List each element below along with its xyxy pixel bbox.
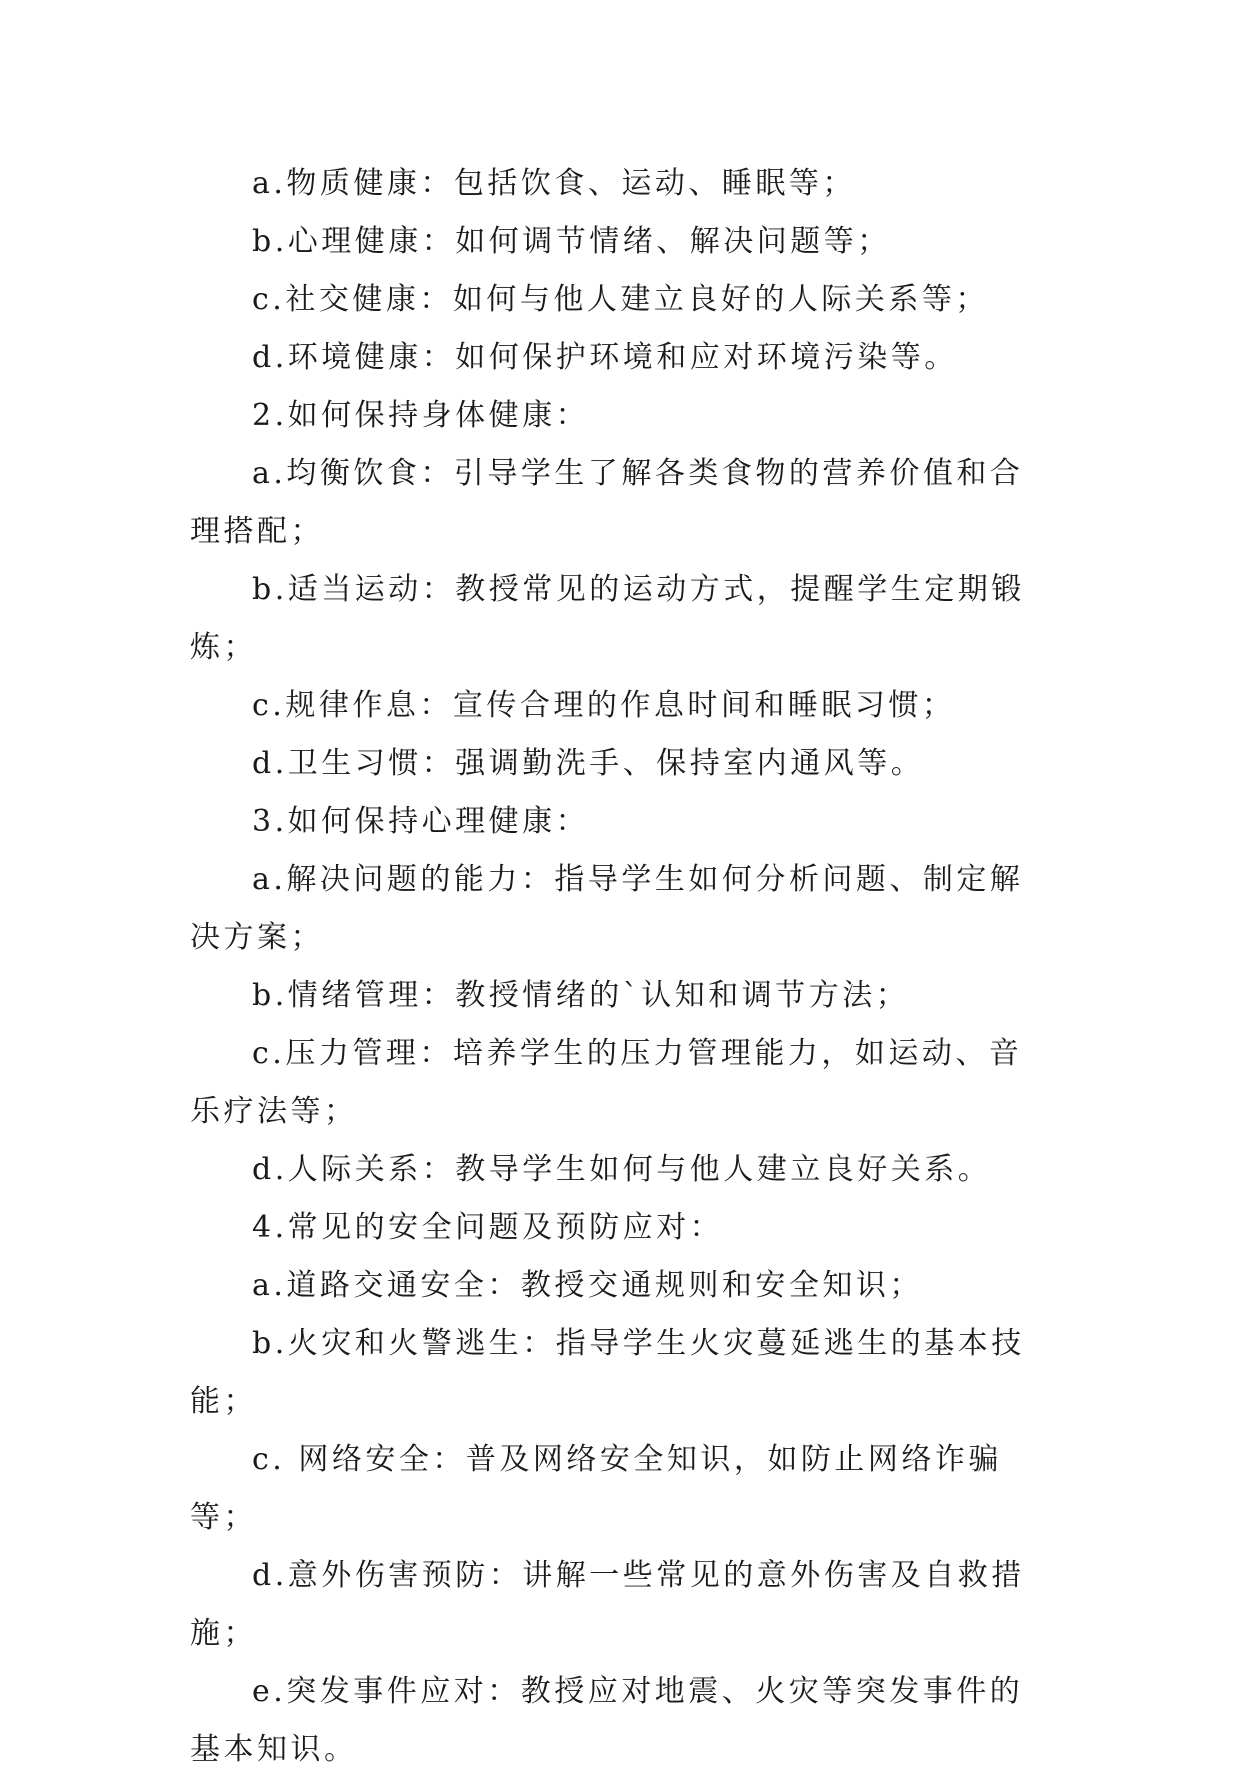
paragraph-exercise: b.适当运动：教授常见的运动方式，提醒学生定期锻炼；: [190, 572, 1025, 665]
paragraph-environmental-health: d.环境健康：如何保护环境和应对环境污染等。: [252, 340, 958, 375]
paragraph-social-health: c.社交健康：如何与他人建立良好的人际关系等；: [252, 282, 989, 317]
paragraph-hygiene: d.卫生习惯：强调勤洗手、保持室内通风等。: [252, 746, 925, 781]
paragraph-physical-health: a.物质健康：包括饮食、运动、睡眠等；: [252, 166, 856, 201]
paragraph-traffic-safety: a.道路交通安全：教授交通规则和安全知识；: [252, 1268, 923, 1303]
paragraph-accident-prevention: d.意外伤害预防：讲解一些常见的意外伤害及自救措施；: [190, 1558, 1025, 1651]
document-body: [190, 155, 1050, 1779]
paragraph-mental-health: b.心理健康：如何调节情绪、解决问题等；: [252, 224, 891, 259]
section-heading-body-health: 2.如何保持身体健康：: [252, 398, 590, 433]
section-heading-mental-health: 3.如何保持心理健康：: [252, 804, 590, 839]
paragraph-routine: c.规律作息：宣传合理的作息时间和睡眠习惯；: [252, 688, 956, 723]
paragraph-fire-escape: b.火灾和火警逃生：指导学生火灾蔓延逃生的基本技能；: [190, 1326, 1025, 1419]
paragraph-stress-management: c.压力管理：培养学生的压力管理能力，如运动、音乐疗法等；: [190, 1036, 1023, 1129]
paragraph-relationships: d.人际关系：教导学生如何与他人建立良好关系。: [252, 1152, 992, 1187]
paragraph-network-safety: c. 网络安全：普及网络安全知识，如防止网络诈骗等；: [190, 1442, 1002, 1535]
paragraph-emotion-management: b.情绪管理：教授情绪的`认知和调节方法；: [252, 978, 910, 1013]
paragraph-balanced-diet: a.均衡饮食：引导学生了解各类食物的营养价值和合理搭配；: [190, 456, 1024, 549]
section-heading-safety: 4.常见的安全问题及预防应对：: [252, 1210, 724, 1245]
paragraph-emergency-response: e.突发事件应对：教授应对地震、火灾等突发事件的基本知识。: [190, 1674, 1024, 1767]
paragraph-problem-solving: a.解决问题的能力：指导学生如何分析问题、制定解决方案；: [190, 862, 1024, 955]
